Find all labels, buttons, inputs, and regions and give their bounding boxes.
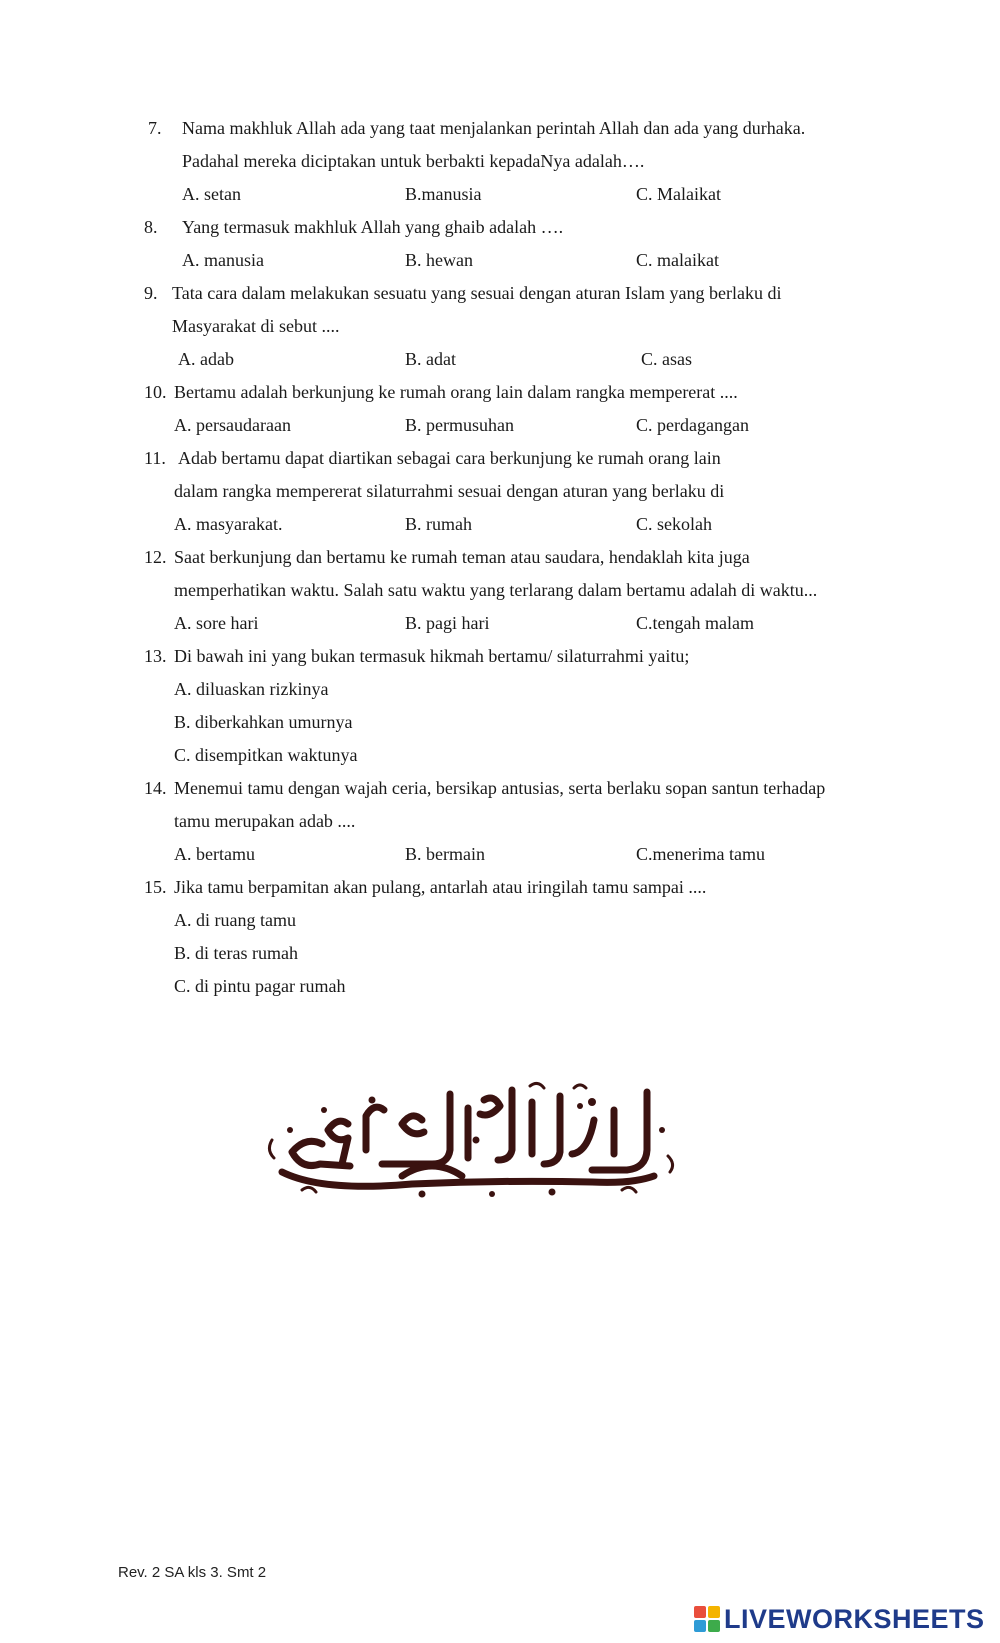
q13-option-b: B. diberkahkan umurnya (174, 712, 353, 732)
q9-text-line1: Tata cara dalam melakukan sesuatu yang sesuai dengan aturan Islam yang berlaku di (172, 283, 782, 303)
q11-option-a: A. masyarakat. (174, 514, 283, 534)
liveworksheets-brand[interactable] (694, 1604, 985, 1634)
q7-text-line1: Nama makhluk Allah ada yang taat menjalankan perintah Allah dan ada yang durhaka. (182, 118, 806, 138)
q8-text-line1: Yang termasuk makhluk Allah yang ghaib adalah …. (182, 217, 564, 237)
q13-text-line1: Di bawah ini yang bukan termasuk hikmah bertamu/ silaturrahmi yaitu; (174, 646, 690, 666)
q9-text-line2: Masyarakat di sebut .... (172, 316, 340, 336)
q12-text-line1: Saat berkunjung dan bertamu ke rumah teman atau saudara, hendaklah kita juga (174, 547, 750, 567)
q15-number: 15. (144, 877, 167, 897)
q9-option-b: B. adat (405, 349, 456, 369)
q13-number: 13. (144, 646, 167, 666)
q12-text-line2: memperhatikan waktu. Salah satu waktu yang terlarang dalam bertamu adalah di waktu... (174, 580, 818, 600)
footer-revision-text: Rev. 2 SA kls 3. Smt 2 (118, 1564, 267, 1581)
q15-option-c: C. di pintu pagar rumah (174, 976, 346, 996)
q7-option-c: C. Malaikat (636, 184, 721, 204)
q10-number: 10. (144, 382, 167, 402)
q14-text-line1: Menemui tamu dengan wajah ceria, bersikap antusias, serta berlaku sopan santun terhadap (174, 778, 826, 798)
q12-option-c: C.tengah malam (636, 613, 754, 633)
q8-option-a: A. manusia (182, 250, 264, 270)
q7-option-a: A. setan (182, 184, 241, 204)
q8-number: 8. (144, 217, 158, 237)
q7-number: 7. (148, 118, 162, 138)
liveworksheets-logo-icon (694, 1606, 720, 1632)
q14-option-b: B. bermain (405, 844, 485, 864)
q11-option-b: B. rumah (405, 514, 472, 534)
liveworksheets-wordmark: LIVEWORKSHEETS (724, 1603, 985, 1634)
q10-option-c: C. perdagangan (636, 415, 749, 435)
q11-number: 11. (144, 448, 166, 468)
q8-option-b: B. hewan (405, 250, 473, 270)
q11-option-c: C. sekolah (636, 514, 712, 534)
q15-option-a: A. di ruang tamu (174, 910, 296, 930)
q14-option-a: A. bertamu (174, 844, 255, 864)
arabic-calligraphy-icon (262, 1080, 682, 1200)
q13-option-a: A. diluaskan rizkinya (174, 679, 329, 699)
q14-option-c: C.menerima tamu (636, 844, 765, 864)
q10-option-b: B. permusuhan (405, 415, 514, 435)
q7-text-line2: Padahal mereka diciptakan untuk berbakti kepadaNya adalah…. (182, 151, 645, 171)
q15-option-b: B. di teras rumah (174, 943, 298, 963)
q15-text-line1: Jika tamu berpamitan akan pulang, antarlah atau iringilah tamu sampai .... (174, 877, 707, 897)
q10-option-a: A. persaudaraan (174, 415, 291, 435)
q12-number: 12. (144, 547, 167, 567)
q10-text-line1: Bertamu adalah berkunjung ke rumah orang lain dalam rangka mempererat .... (174, 382, 738, 402)
q11-text-line2: dalam rangka mempererat silaturrahmi sesuai dengan aturan yang berlaku di (174, 481, 725, 501)
q13-option-c: C. disempitkan waktunya (174, 745, 358, 765)
q9-option-c: C. asas (641, 349, 692, 369)
q11-text-line1: Adab bertamu dapat diartikan sebagai cara berkunjung ke rumah orang lain (178, 448, 721, 468)
q7-option-b: B.manusia (405, 184, 482, 204)
q9-number: 9. (144, 283, 158, 303)
q8-option-c: C. malaikat (636, 250, 719, 270)
q12-option-b: B. pagi hari (405, 613, 490, 633)
q14-text-line2: tamu merupakan adab .... (174, 811, 356, 831)
q9-option-a: A. adab (178, 349, 234, 369)
q12-option-a: A. sore hari (174, 613, 259, 633)
q14-number: 14. (144, 778, 167, 798)
